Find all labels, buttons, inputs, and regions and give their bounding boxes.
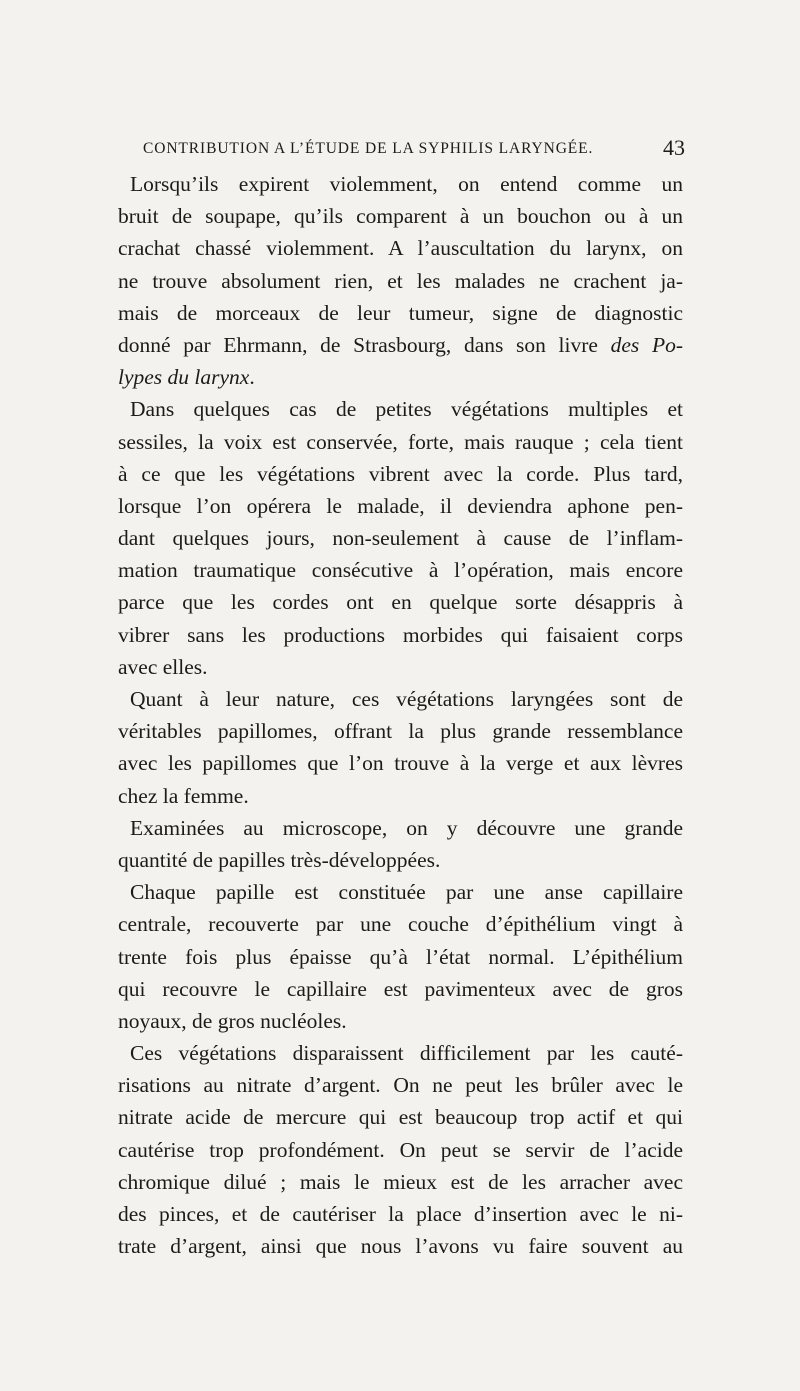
text-line-content: trate d’argent, ainsi que nous l’avons vu faire souvent au xyxy=(118,1234,683,1259)
text-line-punctuation: . xyxy=(249,365,255,390)
text-line-content: trente fois plus épaisse qu’à l’état normal. L’épithélium xyxy=(118,944,683,969)
text-line xyxy=(118,265,683,297)
text-line-content: Dans quelques cas de petites végétations multiples et xyxy=(130,397,683,422)
text-line xyxy=(118,780,683,812)
text-line xyxy=(118,844,683,876)
text-line-content: Lorsqu’ils expirent violemment, on entend comme un xyxy=(130,172,683,196)
text-line xyxy=(118,908,683,940)
text-line xyxy=(118,200,683,232)
text-line xyxy=(118,941,683,973)
text-line-content: qui recouvre le capillaire est pavimenteux avec de gros xyxy=(118,976,683,1001)
text-line-content: quantité de papilles très-développées. xyxy=(118,847,441,872)
text-line-content: à ce que les végétations vibrent avec la corde. Plus tard, xyxy=(118,461,683,486)
text-line xyxy=(118,747,683,779)
text-line-content: nitrate acide de mercure qui est beaucoup trop actif et qui xyxy=(118,1105,683,1130)
text-line xyxy=(118,812,683,844)
text-line-content: Chaque papille est constituée par une anse capillaire xyxy=(130,880,683,905)
text-line-content: Quant à leur nature, ces végétations laryngées sont de xyxy=(130,687,683,711)
text-line xyxy=(118,715,683,747)
text-line xyxy=(118,554,683,586)
text-line-content: dant quelques jours, non-seulement à cause de l’inflam- xyxy=(118,526,683,551)
text-line xyxy=(118,426,683,458)
text-line xyxy=(118,651,683,683)
text-line xyxy=(118,393,683,425)
text-line xyxy=(118,329,683,361)
text-line-content: centrale, recouverte par une couche d’épithélium vingt à xyxy=(118,912,683,937)
text-line-content: donné par Ehrmann, de Strasbourg, dans son livre xyxy=(118,332,598,357)
italic-title: des Po- xyxy=(610,332,684,357)
text-line xyxy=(118,1101,683,1133)
text-line xyxy=(118,361,683,393)
text-line-content: cautérise trop profondément. On peut se servir de l’acide xyxy=(118,1137,683,1162)
text-line xyxy=(118,1069,683,1101)
text-line xyxy=(118,1230,683,1262)
text-line-content: lorsque l’on opérera le malade, il deviendra aphone pen- xyxy=(118,493,683,518)
text-line-content: mation traumatique consécutive à l’opération, mais encore xyxy=(118,558,683,583)
page-number: 43 xyxy=(663,135,685,160)
text-line-content: Ces végétations disparaissent difficilement par les cauté- xyxy=(130,1041,683,1066)
text-line xyxy=(118,876,683,908)
text-line-content: bruit de soupape, qu’ils comparent à un bouchon ou à un xyxy=(118,204,683,229)
text-line xyxy=(118,490,683,522)
text-line xyxy=(118,1037,683,1069)
text-line xyxy=(118,586,683,618)
text-line xyxy=(118,458,683,490)
text-line-content: noyaux, de gros nucléoles. xyxy=(118,1008,347,1033)
running-head xyxy=(143,136,683,160)
text-line-content: des pinces, et de cautériser la place d’insertion avec le ni- xyxy=(118,1202,683,1226)
text-line xyxy=(118,1166,683,1198)
text-line xyxy=(118,1005,683,1037)
text-line xyxy=(118,683,683,715)
text-line-content: ne trouve absolument rien, et les malades ne crachent ja- xyxy=(118,268,683,293)
text-line-content: chromique dilué ; mais le mieux est de les arracher avec xyxy=(118,1169,683,1194)
body-text xyxy=(118,168,683,1262)
text-line-content: sessiles, la voix est conservée, forte, mais rauque ; cela tient xyxy=(118,429,683,454)
text-line-content: avec les papillomes que l’on trouve à la verge et aux lèvres xyxy=(118,751,683,776)
text-line xyxy=(118,1134,683,1166)
text-line-content: parce que les cordes ont en quelque sorte désappris à xyxy=(118,590,683,615)
text-line-content: chez la femme. xyxy=(118,783,249,808)
text-line xyxy=(118,297,683,329)
text-line xyxy=(118,232,683,264)
italic-title: lypes du larynx xyxy=(118,365,250,390)
text-line xyxy=(118,168,683,200)
text-line-content: avec elles. xyxy=(118,654,208,679)
text-line-content: crachat chassé violemment. A l’auscultation du larynx, on xyxy=(118,236,683,261)
text-line xyxy=(118,973,683,1005)
text-line xyxy=(118,619,683,651)
text-line xyxy=(118,1198,683,1230)
text-line-content: Examinées au microscope, on y découvre une grande xyxy=(130,815,683,840)
running-head-title: CONTRIBUTION A L’ÉTUDE DE LA SYPHILIS LARYNGÉE. xyxy=(143,140,594,157)
text-line-content: risations au nitrate d’argent. On ne peut les brûler avec le xyxy=(118,1073,683,1098)
text-line-content: mais de morceaux de leur tumeur, signe de diagnostic xyxy=(118,300,683,325)
text-line xyxy=(118,522,683,554)
text-line-content: vibrer sans les productions morbides qui faisaient corps xyxy=(118,622,683,647)
text-line-content: véritables papillomes, offrant la plus grande ressemblance xyxy=(118,719,683,744)
